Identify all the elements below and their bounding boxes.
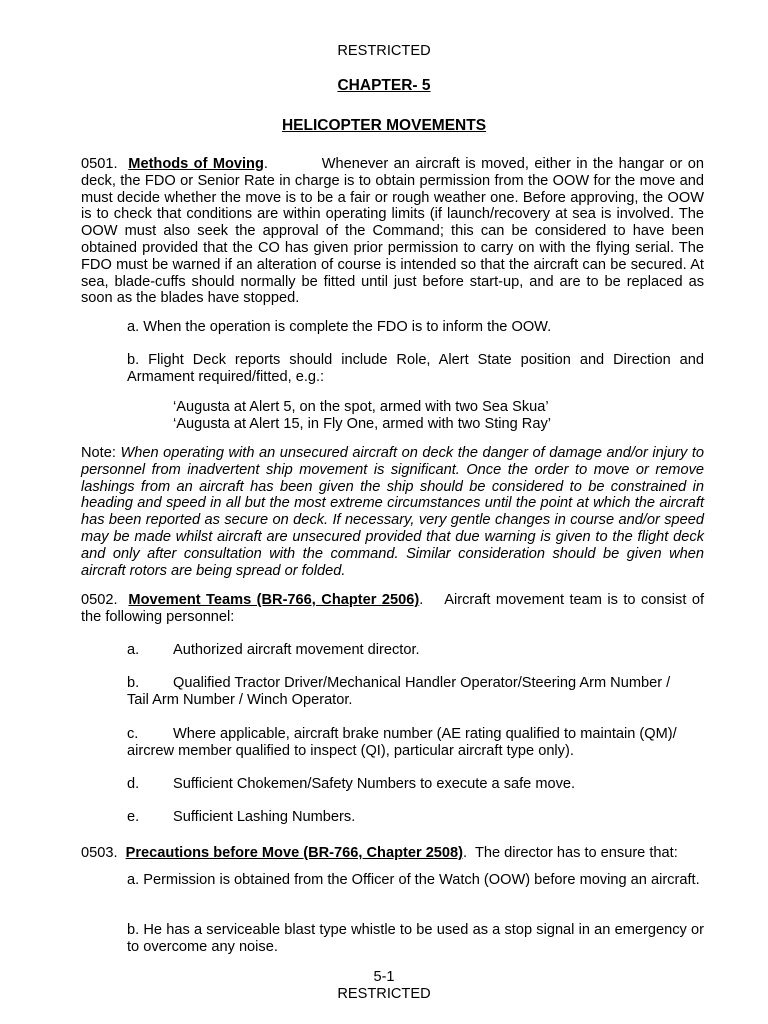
list-marker: e. [127,809,140,825]
heading-punct: . [419,592,424,608]
chapter-title: CHAPTER- 5 [337,77,431,94]
paragraph-heading: Movement Teams (BR-766, Chapter 2506) [128,592,420,608]
paragraph-body: Aircraft movement team is to consist of the following personnel: [81,592,705,625]
item-0501-b: b. Flight Deck reports should include Role, Alert State position and Direction and Armament required/fitted, e.g.: [127,352,704,385]
list-marker: d. [127,776,140,792]
list-item [127,675,704,709]
list-item [127,642,420,659]
list-marker: c. [127,726,139,742]
list-text: Sufficient Lashing Numbers. [173,809,356,825]
list-text: Qualified Tractor Driver/Mechanical Handler Operator/Steering Arm Number / [173,675,671,691]
item-0503-b: b. He has a serviceable blast type whistle to be used as a stop signal in an emergency or to overcome any noise. [127,922,704,955]
list-item [127,809,355,826]
heading-punct: . [463,845,468,861]
note [81,445,704,579]
list-text: Tail Arm Number / Winch Operator. [127,691,353,708]
item-0501-a: a. When the operation is complete the FDO is to inform the OOW. [127,319,552,335]
heading-punct: . [263,156,268,172]
list-marker: b. [127,675,140,691]
paragraph-0501 [81,156,704,307]
list-marker: a. [127,642,140,658]
list-item [127,776,575,793]
note-label: Note: [81,445,116,461]
paragraph-number: 0503. [81,845,118,861]
footer-classification: RESTRICTED [337,986,431,1002]
section-title: HELICOPTER MOVEMENTS [281,117,487,134]
list-text: Where applicable, aircraft brake number (AE rating qualified to maintain (QM)/ [173,726,677,742]
list-text: Sufficient Chokemen/Safety Numbers to execute a safe move. [173,776,576,792]
paragraph-heading: Methods of Moving [128,156,264,172]
list-text: aircrew member qualified to inspect (QI), particular aircraft type only). [127,742,574,759]
page-number: 5-1 [373,969,395,985]
paragraph-0503 [81,845,678,862]
example-line: ‘Augusta at Alert 15, in Fly One, armed with two Sting Ray’ [173,416,551,432]
list-text: Authorized aircraft movement director. [173,642,420,658]
paragraph-body: The director has to ensure that: [474,845,678,861]
paragraph-0502 [81,592,704,626]
paragraph-number: 0501. [81,156,118,172]
paragraph-body: Whenever an aircraft is moved, either in the hangar or on deck, the FDO or Senior Rate in charge is to obtain permission from the OOW for the move and must decide whether the move is to be a fair or rough weather one. Before approving, the OOW is to check that conditions are within operating limits (if launch/recovery at sea is involved. The OOW must also seek the approval of the Command; this can be considered to have been obtained provided that the CO has given prior permission to carry on with the flying serial. The FDO must be warned if an alteration of course is intended so that the aircraft can be secured. At sea, blade-cuffs should normally be fitted until just before start-up, and are to be replaced as soon as the blades have stopped. [81,156,705,307]
list-item [127,726,704,760]
paragraph-heading: Precautions before Move (BR-766, Chapter 2508) [125,845,464,861]
note-text: When operating with an unsecured aircraft on deck the danger of damage and/or injury to personnel from inadvertent ship movement is significant. Once the order to move or remove lashings from an aircraft has been given the ship should be considered to be constrained in heading and speed in all but the most extreme circumstances until the point at which the aircraft has been reported as secure on deck. If necessary, very gentle changes in course and/or speed may be made whilst aircraft are unsecured provided that due warning is given to the flight deck and only after consultation with the command. Similar consideration should be given when aircraft rotors are being spread or folded. [81,445,704,579]
item-0503-a: a. Permission is obtained from the Officer of the Watch (OOW) before moving an aircraft. [127,872,700,888]
example-line: ‘Augusta at Alert 5, on the spot, armed with two Sea Skua’ [173,399,549,415]
header-classification: RESTRICTED [337,43,431,59]
paragraph-number: 0502. [81,592,118,608]
